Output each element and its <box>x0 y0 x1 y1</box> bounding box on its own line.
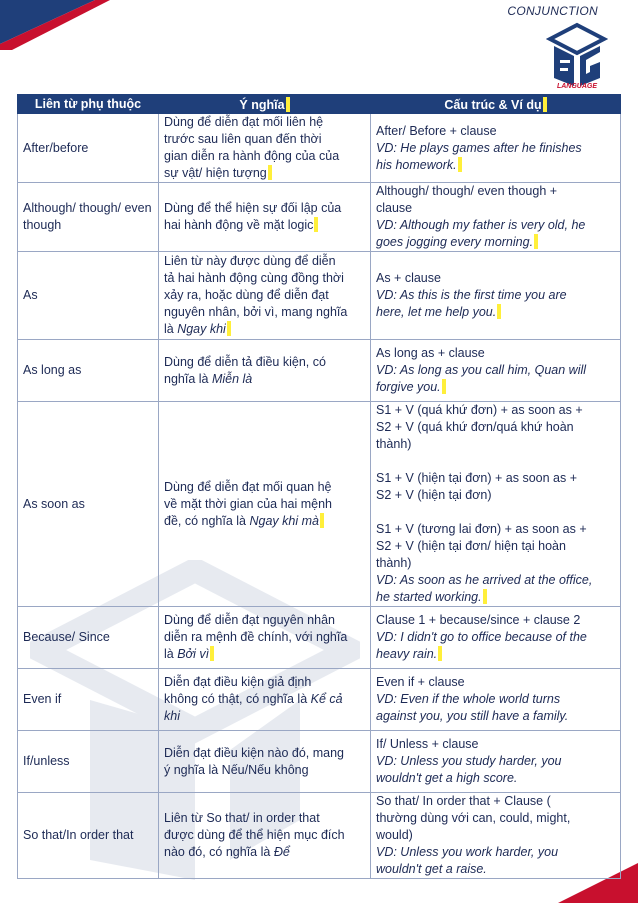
term-cell: So that/In order that <box>18 793 159 879</box>
highlight-mark <box>320 513 324 528</box>
highlight-mark <box>442 379 446 394</box>
structure-cell: Clause 1 + because/since + clause 2 VD: I didn't go to office because of the heavy rain. <box>371 607 621 669</box>
meaning-cell: Liên từ này được dùng để diễn tả hai hành động cùng đồng thời xảy ra, hoặc dùng để diễn đạt nguyên nhân, bởi vì, mang nghĩa là Ngay khi <box>159 252 371 340</box>
conjunction-table <box>17 94 621 879</box>
structure-cell: Although/ though/ even though + clause VD: Although my father is very old, he goes jogging every morning. <box>371 183 621 252</box>
structure-cell: After/ Before + clause VD: He plays games after he finishes his homework. <box>371 114 621 183</box>
column-header-meaning: Ý nghĩa <box>159 95 371 114</box>
brand-logo-text: LANGUAGE <box>556 83 598 90</box>
structure-cell: S1 + V (quá khứ đơn) + as soon as + S2 + V (quá khứ đơn/quá khứ hoàn thành) S1 + V (hiện tại đơn) + as soon as + S2 + V (hiện tại đơn) S1 + V (tương lai đơn) + as soon as + S2 + V (hiện tại đơn/ hiện tại hoàn thành) VD: As soon as he arrived at the office, he started working. <box>371 402 621 607</box>
meaning-cell: Diễn đạt điều kiện giả định không có thật, có nghĩa là Kể cả khi <box>159 669 371 731</box>
table-row <box>18 183 621 252</box>
table-row <box>18 252 621 340</box>
meaning-cell: Diễn đạt điều kiện nào đó, mang ý nghĩa là Nếu/Nếu không <box>159 731 371 793</box>
highlight-mark <box>458 157 462 172</box>
corner-decoration-top-left <box>0 0 110 50</box>
term-cell: After/before <box>18 114 159 183</box>
table-row <box>18 340 621 402</box>
term-cell: As long as <box>18 340 159 402</box>
meaning-cell: Dùng để diễn tả điều kiện, có nghĩa là Miễn là <box>159 340 371 402</box>
highlight-mark <box>286 97 290 112</box>
highlight-mark <box>227 321 231 336</box>
highlight-mark <box>543 97 547 112</box>
term-cell: Because/ Since <box>18 607 159 669</box>
term-cell: As <box>18 252 159 340</box>
column-header-conjunction: Liên từ phụ thuộc <box>18 95 159 114</box>
meaning-cell: Dùng để diễn đạt mối liên hệ trước sau liên quan đến thời gian diễn ra hành động của của sự vật/ hiện tượng <box>159 114 371 183</box>
structure-cell: If/ Unless + clause VD: Unless you study harder, you wouldn't get a high score. <box>371 731 621 793</box>
term-cell: If/unless <box>18 731 159 793</box>
table-header-row <box>18 95 621 114</box>
structure-cell: As + clause VD: As this is the first time you are here, let me help you. <box>371 252 621 340</box>
highlight-mark <box>534 234 538 249</box>
table-row <box>18 607 621 669</box>
table-row <box>18 114 621 183</box>
meaning-cell: Liên từ So that/ in order that được dùng để thể hiện mục đích nào đó, có nghĩa là Để <box>159 793 371 879</box>
highlight-mark <box>497 304 501 319</box>
brand-logo-icon <box>546 22 608 92</box>
table-row <box>18 793 621 879</box>
highlight-mark <box>314 217 318 232</box>
highlight-mark <box>268 165 272 180</box>
table-row <box>18 669 621 731</box>
structure-cell: As long as + clause VD: As long as you call him, Quan will forgive you. <box>371 340 621 402</box>
term-cell: Even if <box>18 669 159 731</box>
highlight-mark <box>210 646 214 661</box>
highlight-mark <box>438 646 442 661</box>
meaning-cell: Dùng để diễn đạt mối quan hệ về mặt thời gian của hai mệnh đề, có nghĩa là Ngay khi mà <box>159 402 371 607</box>
highlight-mark <box>483 589 487 604</box>
table-row <box>18 402 621 607</box>
term-cell: Although/ though/ even though <box>18 183 159 252</box>
structure-cell: Even if + clause VD: Even if the whole world turns against you, you still have a family. <box>371 669 621 731</box>
term-cell: As soon as <box>18 402 159 607</box>
column-header-structure: Cấu trúc & Ví dụ <box>371 95 621 114</box>
table-row <box>18 731 621 793</box>
page-header-title: CONJUNCTION <box>507 4 598 18</box>
structure-cell: So that/ In order that + Clause ( thường dùng với can, could, might, would) VD: Unless you work harder, you wouldn't get a raise. <box>371 793 621 879</box>
meaning-cell: Dùng để diễn đạt nguyên nhân diễn ra mệnh đề chính, với nghĩa là Bởi vì <box>159 607 371 669</box>
meaning-cell: Dùng để thể hiện sự đối lập của hai hành động về mặt logic <box>159 183 371 252</box>
